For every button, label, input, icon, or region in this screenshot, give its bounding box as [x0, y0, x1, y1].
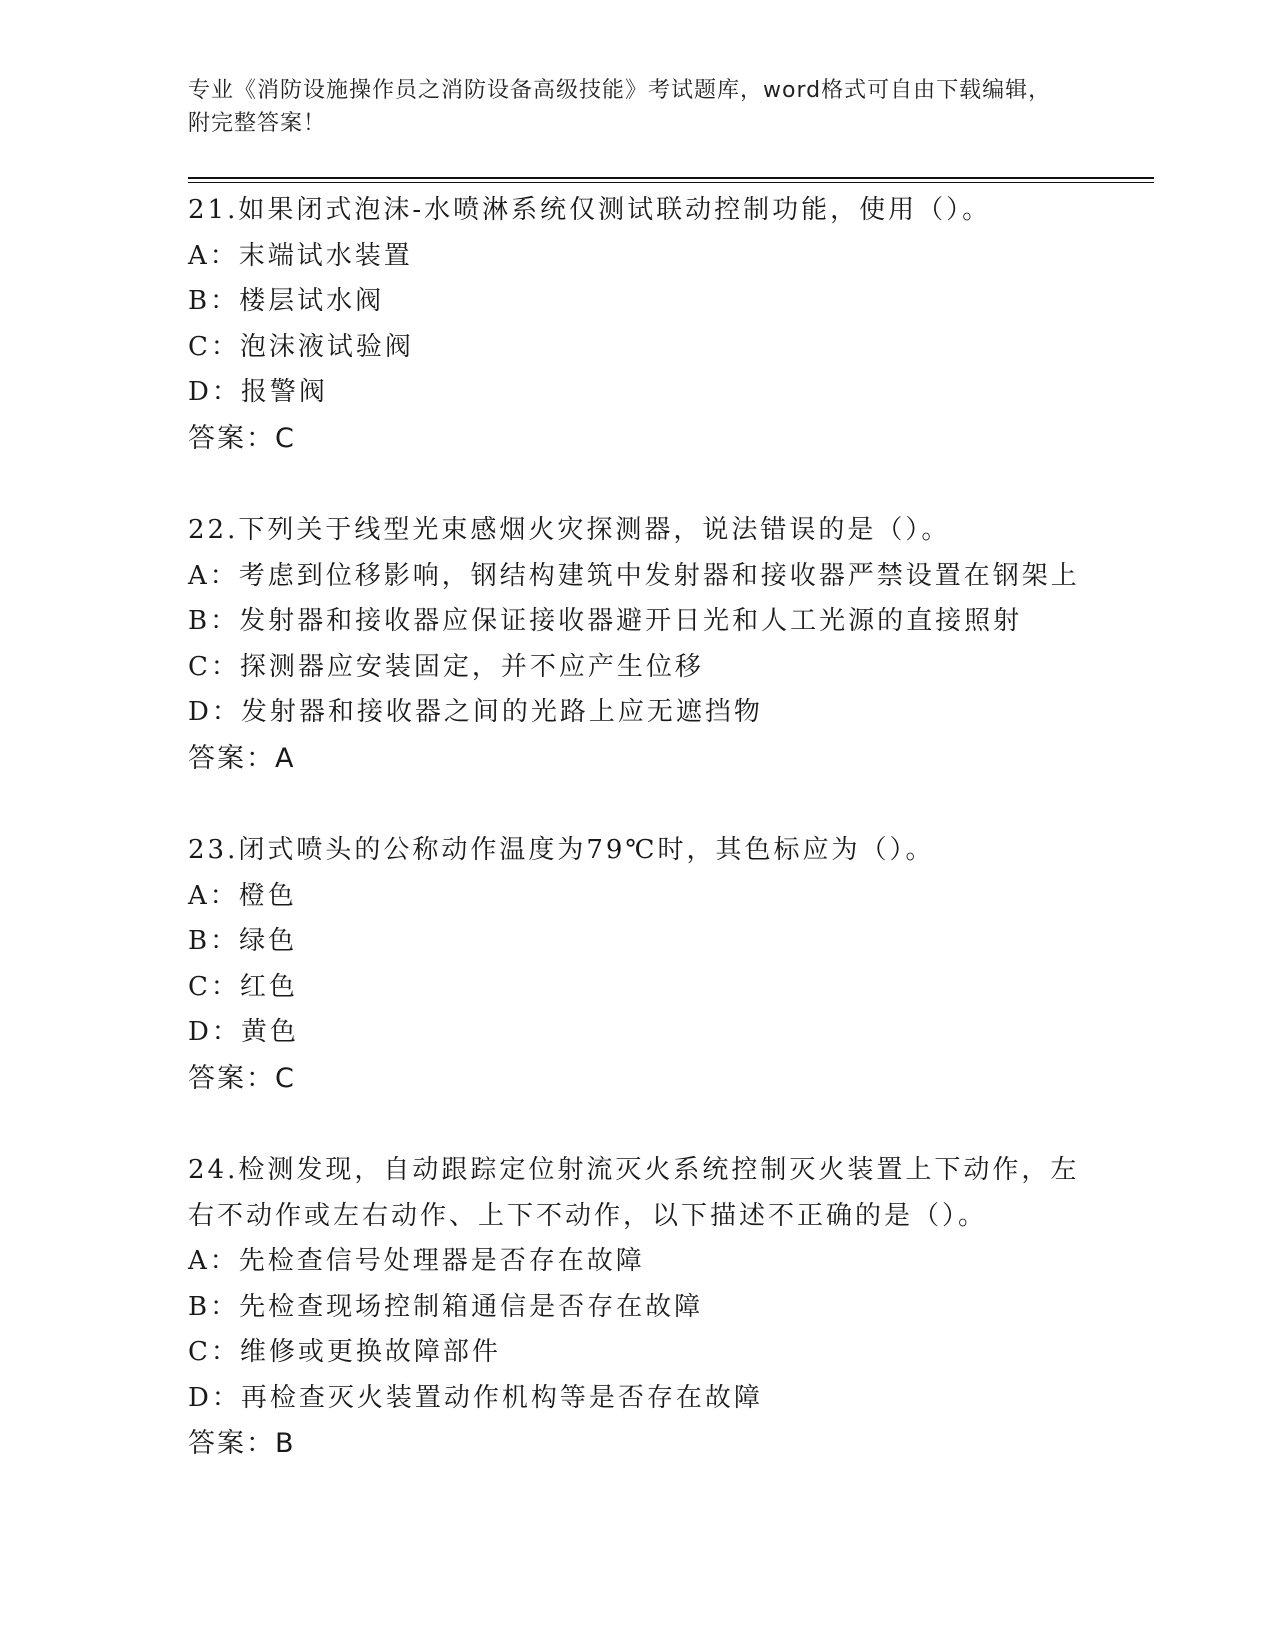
- option-b: B：绿色: [188, 926, 298, 956]
- header-divider-thick: [188, 177, 1154, 179]
- option-b: B：楼层试水阀: [188, 286, 385, 316]
- question-21: [188, 188, 1088, 461]
- option-a: A：橙色: [188, 880, 297, 911]
- option-c: C：探测器应安装固定，并不应产生位移: [188, 651, 704, 682]
- answer-line: 答案：C: [188, 422, 296, 454]
- document-header: 专业《消防设施操作员之消防设备高级技能》考试题库，word格式可自由下载编辑，附完整答案！: [188, 78, 1052, 136]
- question-stem: 22.下列关于线型光束感烟火灾探测器，说法错误的是（）。: [188, 515, 951, 545]
- option-b: B：发射器和接收器应保证接收器避开日光和人工光源的直接照射: [188, 606, 1023, 636]
- answer-line: 答案：B: [188, 1428, 296, 1459]
- option-a: A：先检查信号处理器是否存在故障: [188, 1246, 645, 1276]
- question-stem: 21.如果闭式泡沫-水喷淋系统仅测试联动控制功能，使用（）。: [188, 195, 992, 225]
- option-c: C：维修或更换故障部件: [188, 1337, 501, 1367]
- option-d: D：再检查灭火装置动作机构等是否存在故障: [188, 1382, 763, 1413]
- option-c: C：红色: [188, 971, 298, 1002]
- question-list: [188, 188, 1088, 1514]
- answer-line: 答案：C: [188, 1062, 296, 1094]
- question-24: [188, 1148, 1088, 1467]
- question-23: [188, 828, 1088, 1101]
- answer-line: 答案：A: [188, 742, 296, 774]
- option-c: C：泡沫液试验阀: [188, 331, 414, 362]
- option-b: B：先检查现场控制箱通信是否存在故障: [188, 1291, 704, 1322]
- option-a: A：末端试水装置: [188, 240, 413, 271]
- question-stem: 23.闭式喷头的公称动作温度为79℃时，其色标应为（）。: [188, 835, 935, 865]
- option-d: D：黄色: [188, 1017, 299, 1047]
- option-d: D：报警阀: [188, 377, 328, 407]
- question-22: [188, 508, 1088, 781]
- header-divider-thin: [188, 182, 1154, 183]
- option-a: A：考虑到位移影响，钢结构建筑中发射器和接收器严禁设置在钢架上: [188, 560, 1080, 591]
- option-d: D：发射器和接收器之间的光路上应无遮挡物: [188, 697, 763, 727]
- question-stem: 24.检测发现，自动跟踪定位射流灭火系统控制灭火装置上下动作，左右不动作或左右动作、上下不动作，以下描述不正确的是（）。: [188, 1155, 1080, 1231]
